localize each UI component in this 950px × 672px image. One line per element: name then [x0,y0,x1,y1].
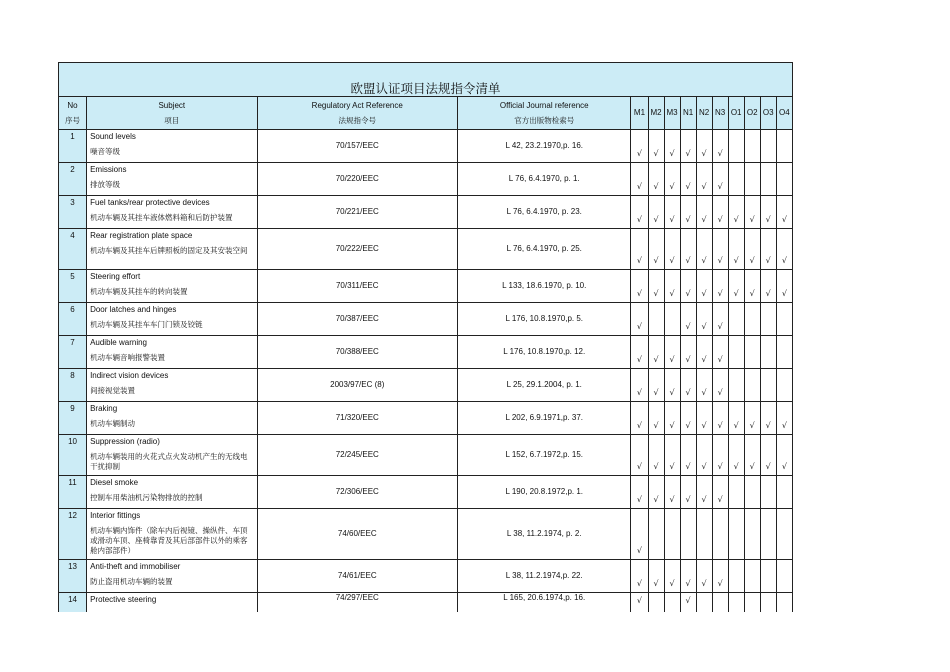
regulatory-act-reference: 72/306/EEC [257,476,458,509]
applicability-m3: √ [664,130,680,163]
applicability-n3 [712,509,728,560]
applicability-m1: √ [631,163,648,196]
applicability-o1: √ [728,435,744,476]
applicability-m2: √ [648,270,664,303]
header-category-o4: O4 [776,97,792,130]
applicability-o3 [760,476,776,509]
row-subject [87,402,257,435]
applicability-n1: √ [680,303,696,336]
applicability-m1: √ [631,130,648,163]
applicability-m2: √ [648,435,664,476]
applicability-o1 [728,163,744,196]
table-row [59,270,793,303]
regulatory-act-reference: 74/297/EEC [257,593,458,613]
subject-en: Audible warning [90,338,147,347]
subject-zh: 机动车辆及其挂车后牌照板的固定及其安装空间 [90,246,248,255]
row-subject [87,476,257,509]
applicability-o3 [760,593,776,613]
applicability-o2 [744,593,760,613]
applicability-o2 [744,476,760,509]
row-subject [87,229,257,270]
official-journal-reference: L 152, 6.7.1972,p. 15. [458,435,631,476]
applicability-o3 [760,130,776,163]
applicability-o2 [744,369,760,402]
table-row [59,560,793,593]
row-number: 8 [59,369,87,402]
applicability-m1: √ [631,435,648,476]
applicability-n3: √ [712,369,728,402]
applicability-o3: √ [760,435,776,476]
table-row [59,229,793,270]
applicability-o2: √ [744,270,760,303]
subject-zh: 机动车辆内饰件（除车内后视镜、操纵件、车顶或滑动车顶、座椅靠背及其后部部件以外的乘客舱内部部件） [90,526,248,555]
header-category-o2: O2 [744,97,760,130]
applicability-o3 [760,163,776,196]
table-row [59,435,793,476]
regulation-table [58,62,793,612]
applicability-o2: √ [744,435,760,476]
applicability-o1: √ [728,270,744,303]
applicability-m1: √ [631,560,648,593]
subject-zh: 机动车辆及其挂车车门门锁及铰链 [90,320,203,329]
applicability-m3: √ [664,196,680,229]
header-category-n3: N3 [712,97,728,130]
row-number: 7 [59,336,87,369]
applicability-m2: √ [648,402,664,435]
applicability-n1: √ [680,130,696,163]
applicability-m1: √ [631,593,648,613]
subject-zh: 间接视觉装置 [90,386,136,395]
row-subject [87,509,257,560]
applicability-o2 [744,336,760,369]
applicability-o4: √ [776,402,792,435]
table-row [59,509,793,560]
subject-zh: 机动车辆装用的火花式点火发动机产生的无线电干扰抑制 [90,452,248,471]
applicability-n1 [680,509,696,560]
row-number: 5 [59,270,87,303]
applicability-m2: √ [648,163,664,196]
header-oj-en: Official Journal reference [499,100,589,110]
applicability-m1: √ [631,509,648,560]
subject-zh: 机动车辆制动 [90,419,136,428]
applicability-m1: √ [631,402,648,435]
official-journal-reference: L 38, 11.2.1974,p. 22. [458,560,631,593]
row-subject [87,196,257,229]
subject-zh: 机动车辆音响报警装置 [90,353,166,362]
header-category-o3: O3 [760,97,776,130]
regulatory-act-reference: 70/387/EEC [257,303,458,336]
subject-en: Rear registration plate space [90,231,193,240]
table-row [59,196,793,229]
applicability-n3: √ [712,270,728,303]
regulatory-act-reference: 70/222/EEC [257,229,458,270]
row-number: 14 [59,593,87,613]
subject-en: Suppression (radio) [90,437,160,446]
applicability-n2: √ [696,163,712,196]
applicability-o4 [776,476,792,509]
row-subject [87,270,257,303]
applicability-m2: √ [648,369,664,402]
applicability-n2: √ [696,476,712,509]
applicability-m3: √ [664,163,680,196]
applicability-o1 [728,369,744,402]
applicability-m2: √ [648,196,664,229]
official-journal-reference: L 165, 20.6.1974,p. 16. [458,593,631,613]
subject-en: Door latches and hinges [90,305,177,314]
applicability-m1: √ [631,369,648,402]
applicability-n3: √ [712,402,728,435]
header-category-m3: M3 [664,97,680,130]
subject-zh: 机动车辆及其挂车液体燃料箱和后防护装置 [90,213,233,222]
header-no-zh: 序号 [65,115,81,125]
applicability-n1: √ [680,270,696,303]
applicability-o1: √ [728,402,744,435]
row-number: 13 [59,560,87,593]
applicability-n3: √ [712,163,728,196]
applicability-o4 [776,303,792,336]
applicability-o4: √ [776,435,792,476]
header-category-o1: O1 [728,97,744,130]
applicability-n2: √ [696,435,712,476]
applicability-m3: √ [664,476,680,509]
row-subject [87,369,257,402]
regulatory-act-reference: 2003/97/EC (8) [257,369,458,402]
header-ref [257,97,458,130]
header-subject-zh: 项目 [164,115,180,125]
applicability-m3: √ [664,336,680,369]
applicability-n2: √ [696,196,712,229]
header-category-n2: N2 [696,97,712,130]
applicability-m3 [664,509,680,560]
header-ref-en: Regulatory Act Reference [311,100,403,110]
applicability-o1 [728,336,744,369]
applicability-n2: √ [696,336,712,369]
table-row [59,163,793,196]
subject-zh: 机动车辆及其挂车的转向装置 [90,287,188,296]
applicability-o4 [776,509,792,560]
applicability-o3 [760,509,776,560]
applicability-m1: √ [631,270,648,303]
official-journal-reference: L 76, 6.4.1970, p. 25. [458,229,631,270]
header-category-m1: M1 [631,97,648,130]
applicability-m1: √ [631,196,648,229]
header-oj [458,97,631,130]
applicability-n1: √ [680,476,696,509]
applicability-m2: √ [648,336,664,369]
applicability-o1 [728,476,744,509]
row-subject [87,336,257,369]
applicability-o4 [776,336,792,369]
regulatory-act-reference: 70/221/EEC [257,196,458,229]
applicability-n2: √ [696,402,712,435]
row-number: 4 [59,229,87,270]
subject-en: Diesel smoke [90,478,139,487]
applicability-n1: √ [680,560,696,593]
applicability-n3: √ [712,336,728,369]
applicability-n1: √ [680,196,696,229]
row-subject [87,435,257,476]
header-category-m2: M2 [648,97,664,130]
applicability-n1: √ [680,369,696,402]
table-row [59,369,793,402]
regulatory-act-reference: 70/388/EEC [257,336,458,369]
row-subject [87,593,257,613]
applicability-n3: √ [712,476,728,509]
applicability-o3 [760,369,776,402]
row-number: 2 [59,163,87,196]
applicability-m3: √ [664,435,680,476]
applicability-o2: √ [744,229,760,270]
applicability-o2 [744,509,760,560]
applicability-o1 [728,130,744,163]
applicability-o3 [760,560,776,593]
official-journal-reference: L 176, 10.8.1970,p. 5. [458,303,631,336]
applicability-m2: √ [648,476,664,509]
applicability-n2: √ [696,270,712,303]
applicability-n3 [712,593,728,613]
applicability-n2: √ [696,369,712,402]
applicability-o1 [728,560,744,593]
applicability-n3: √ [712,303,728,336]
applicability-n3: √ [712,435,728,476]
subject-zh: 控制车用柴油机污染物排放的控制 [90,493,203,502]
table-row [59,336,793,369]
applicability-o4: √ [776,270,792,303]
table-row [59,593,793,613]
subject-en: Indirect vision devices [90,371,169,380]
header-subject-en: Subject [158,100,186,110]
header-oj-zh: 官方出版物检索号 [514,115,575,125]
table-row [59,476,793,509]
applicability-m2: √ [648,560,664,593]
applicability-o1: √ [728,196,744,229]
applicability-n1: √ [680,593,696,613]
subject-en: Protective steering [90,595,157,604]
applicability-o2 [744,130,760,163]
applicability-n3: √ [712,196,728,229]
applicability-m1: √ [631,229,648,270]
applicability-m2: √ [648,130,664,163]
official-journal-reference: L 25, 29.1.2004, p. 1. [458,369,631,402]
applicability-n3: √ [712,130,728,163]
applicability-m3: √ [664,270,680,303]
official-journal-reference: L 76, 6.4.1970, p. 23. [458,196,631,229]
applicability-m1: √ [631,336,648,369]
subject-zh: 噪音等级 [90,147,121,156]
row-number: 10 [59,435,87,476]
applicability-n2 [696,509,712,560]
table-row [59,402,793,435]
applicability-o2: √ [744,196,760,229]
applicability-n3: √ [712,560,728,593]
header-subject [87,97,257,130]
applicability-o1 [728,303,744,336]
regulatory-act-reference: 71/320/EEC [257,402,458,435]
applicability-o3: √ [760,402,776,435]
regulatory-act-reference: 74/60/EEC [257,509,458,560]
applicability-o4: √ [776,196,792,229]
applicability-m3 [664,303,680,336]
applicability-n1: √ [680,229,696,270]
header-no-en: No [67,100,78,110]
row-subject [87,163,257,196]
row-number: 3 [59,196,87,229]
applicability-n1: √ [680,163,696,196]
applicability-n2: √ [696,560,712,593]
subject-en: Braking [90,404,118,413]
applicability-n1: √ [680,336,696,369]
applicability-n2: √ [696,303,712,336]
applicability-m2 [648,509,664,560]
subject-en: Steering effort [90,272,141,281]
applicability-o3: √ [760,196,776,229]
applicability-o3 [760,303,776,336]
regulatory-act-reference: 70/220/EEC [257,163,458,196]
row-subject [87,303,257,336]
applicability-m3: √ [664,402,680,435]
applicability-o1 [728,593,744,613]
row-number: 9 [59,402,87,435]
applicability-n1: √ [680,402,696,435]
applicability-n3: √ [712,229,728,270]
subject-en: Interior fittings [90,511,141,520]
applicability-o2 [744,560,760,593]
regulatory-act-reference: 70/157/EEC [257,130,458,163]
official-journal-reference: L 38, 11.2.1974, p. 2. [458,509,631,560]
row-subject [87,560,257,593]
applicability-o4 [776,163,792,196]
applicability-o2: √ [744,402,760,435]
table-row [59,303,793,336]
applicability-n2 [696,593,712,613]
applicability-o4 [776,130,792,163]
applicability-o2 [744,163,760,196]
regulatory-act-reference: 74/61/EEC [257,560,458,593]
official-journal-reference: L 42, 23.2.1970,p. 16. [458,130,631,163]
subject-en: Emissions [90,165,127,174]
applicability-n1: √ [680,435,696,476]
applicability-m2 [648,303,664,336]
applicability-m3: √ [664,369,680,402]
table-body [59,130,793,613]
row-number: 1 [59,130,87,163]
row-number: 12 [59,509,87,560]
regulatory-act-reference: 72/245/EEC [257,435,458,476]
applicability-m3: √ [664,229,680,270]
official-journal-reference: L 133, 18.6.1970, p. 10. [458,270,631,303]
applicability-o3: √ [760,270,776,303]
applicability-m3: √ [664,560,680,593]
applicability-o4 [776,560,792,593]
applicability-o4 [776,369,792,402]
subject-en: Anti-theft and immobiliser [90,562,181,571]
applicability-o2 [744,303,760,336]
regulation-sheet [58,62,793,612]
applicability-m2: √ [648,229,664,270]
regulatory-act-reference: 70/311/EEC [257,270,458,303]
subject-en: Sound levels [90,132,136,141]
table-row [59,130,793,163]
applicability-m1: √ [631,303,648,336]
official-journal-reference: L 190, 20.8.1972,p. 1. [458,476,631,509]
applicability-o4: √ [776,229,792,270]
header-category-n1: N1 [680,97,696,130]
subject-zh: 防止盗用机动车辆的装置 [90,577,173,586]
applicability-n2: √ [696,130,712,163]
subject-zh: 排放等级 [90,180,121,189]
applicability-o4 [776,593,792,613]
row-number: 11 [59,476,87,509]
subject-en: Fuel tanks/rear protective devices [90,198,210,207]
applicability-o1: √ [728,229,744,270]
official-journal-reference: L 202, 6.9.1971,p. 37. [458,402,631,435]
header-row [59,97,793,130]
row-number: 6 [59,303,87,336]
header-no [59,97,87,130]
applicability-m1: √ [631,476,648,509]
official-journal-reference: L 76, 6.4.1970, p. 1. [458,163,631,196]
applicability-m3 [664,593,680,613]
row-subject [87,130,257,163]
official-journal-reference: L 176, 10.8.1970,p. 12. [458,336,631,369]
applicability-m2 [648,593,664,613]
applicability-o3: √ [760,229,776,270]
applicability-o3 [760,336,776,369]
applicability-o1 [728,509,744,560]
sheet-title: 欧盟认证项目法规指令清单 [59,63,793,97]
header-ref-zh: 法规指令号 [338,115,376,125]
applicability-n2: √ [696,229,712,270]
